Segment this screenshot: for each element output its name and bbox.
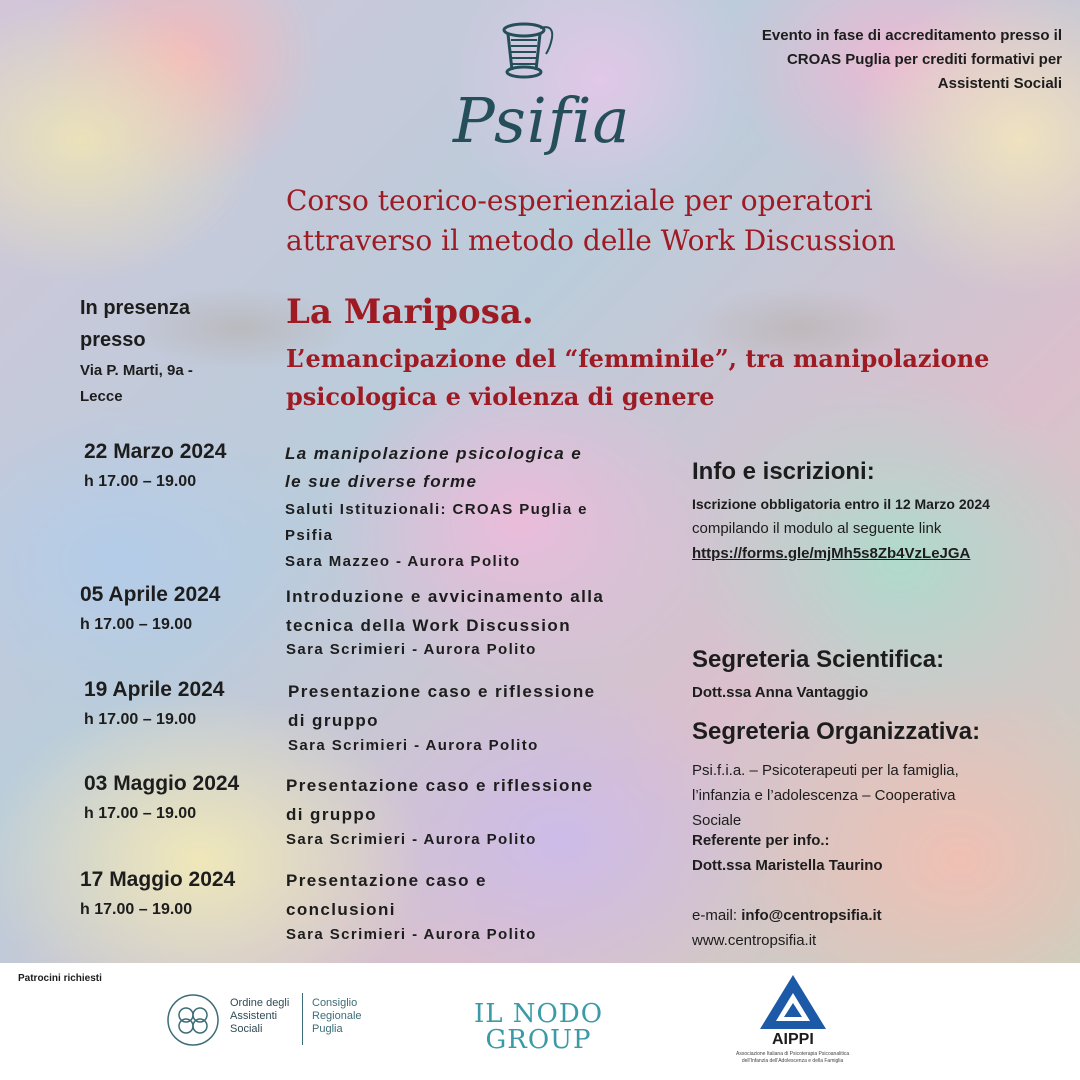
accreditation-note (762, 24, 1062, 96)
venue-address-line: Lecce (80, 388, 123, 405)
patronage-label: Patrocini richiesti (18, 973, 102, 984)
session-time: h 17.00 – 19.00 (80, 616, 193, 633)
course-title (286, 181, 896, 261)
info-heading: Info e iscrizioni: (692, 458, 875, 485)
aippi-fine-print (736, 1051, 849, 1065)
session-time: h 17.00 – 19.00 (84, 711, 197, 728)
consiglio-line: Regionale (312, 1010, 362, 1022)
session-topic (286, 866, 487, 924)
session-date: 22 Marzo 2024 (84, 440, 227, 463)
course-title-line: attraverso il metodo delle Work Discussion (286, 224, 896, 257)
session-speakers: Sara Scrimieri - Aurora Polito (288, 737, 539, 754)
organizational-org-line: Sociale (692, 812, 742, 829)
session-topic-line: Introduzione e avvicinamento alla (286, 587, 605, 606)
spool-icon (490, 18, 560, 84)
venue-label (80, 292, 190, 356)
ordine-line: Sociali (230, 1023, 263, 1035)
session-speakers: Sara Mazzeo - Aurora Polito (285, 553, 521, 570)
venue-label-line: presso (80, 329, 146, 351)
session-date: 03 Maggio 2024 (84, 772, 240, 795)
session-details (285, 497, 588, 575)
session-topic-line: conclusioni (286, 900, 396, 919)
registration-deadline: Iscrizione obbligatoria entro il 12 Marzo 2024 (692, 496, 990, 512)
ordine-text (230, 997, 289, 1036)
event-subtitle-line: psicologica e violenza di genere (286, 382, 715, 411)
aippi-logo-icon (758, 973, 828, 1031)
session-date: 05 Aprile 2024 (80, 583, 221, 606)
organizational-org-line: Psi.f.i.a. – Psicoterapeuti per la famiglia, (692, 762, 959, 779)
nodo-line: IL NODO (474, 999, 604, 1029)
session-topic-line: tecnica della Work Discussion (286, 616, 571, 635)
ordine-assistenti-logo-icon (166, 993, 220, 1047)
session-topic-line: Presentazione caso e riflessione (286, 776, 594, 795)
aippi-fine-line: dell'Infanzia dell'Adolescenza e della Famiglia (741, 1058, 844, 1064)
venue-address-line: Via P. Marti, 9a - (80, 362, 193, 379)
accreditation-line: Assistenti Sociali (937, 75, 1062, 92)
session-speakers: Sara Scrimieri - Aurora Polito (286, 831, 537, 848)
session-topic (288, 677, 595, 735)
registration-instruction: compilando il modulo al seguente link (692, 520, 942, 537)
session-time: h 17.00 – 19.00 (80, 901, 193, 918)
aippi-fine-line: Associazione Italiana di Psicoterapia Psicoanalitica (736, 1051, 850, 1057)
session-detail-line: Saluti Istituzionali: CROAS Puglia e (285, 501, 588, 518)
venue-label-line: In presenza (80, 297, 191, 319)
consiglio-text (312, 997, 362, 1036)
email-label: e-mail: (692, 907, 742, 924)
session-topic (286, 771, 593, 829)
organizational-heading: Segreteria Organizzativa: (692, 718, 981, 745)
website-link[interactable]: www.centropsifia.it (692, 932, 817, 949)
referent-label: Referente per info.: (692, 832, 830, 849)
session-topic (286, 582, 604, 640)
email-line (692, 907, 882, 924)
organizational-org (692, 758, 959, 833)
session-speakers: Sara Scrimieri - Aurora Polito (286, 926, 537, 943)
consiglio-line: Consiglio (312, 997, 358, 1009)
accreditation-line: CROAS Puglia per crediti formativi per (786, 51, 1062, 68)
psifia-logo-text: Psifia (453, 84, 631, 157)
session-speakers: Sara Scrimieri - Aurora Polito (286, 641, 537, 658)
event-title: La Mariposa. (286, 292, 534, 332)
il-nodo-group-logo (474, 1001, 603, 1053)
aippi-name: AIPPI (772, 1031, 814, 1048)
footer (0, 963, 1080, 1080)
session-time: h 17.00 – 19.00 (84, 473, 197, 490)
session-topic-line: le sue diverse forme (285, 472, 478, 491)
ordine-line: Ordine degli (230, 997, 290, 1009)
session-date: 17 Maggio 2024 (80, 868, 236, 891)
nodo-line: GROUP (485, 1025, 592, 1055)
registration-link[interactable]: https://forms.gle/mjMh5s8Zb4VzLeJGA (692, 545, 971, 562)
session-topic-line: Presentazione caso e riflessione (288, 682, 596, 701)
logo-divider (302, 993, 303, 1045)
session-date: 19 Aprile 2024 (84, 678, 225, 701)
session-topic-line: di gruppo (286, 805, 377, 824)
scientific-heading: Segreteria Scientifica: (692, 646, 945, 673)
session-topic-line: Presentazione caso e (286, 871, 487, 890)
scientific-name: Dott.ssa Anna Vantaggio (692, 684, 869, 701)
event-subtitle (286, 340, 989, 416)
email-address[interactable]: info@centropsifia.it (741, 907, 882, 924)
session-detail-line: Psifia (285, 527, 334, 544)
event-subtitle-line: L’emancipazione del “femminile”, tra manipolazione (286, 344, 990, 373)
organizational-org-line: l’infanzia e l’adolescenza – Cooperativa (692, 787, 956, 804)
referent-name: Dott.ssa Maristella Taurino (692, 857, 883, 874)
ordine-line: Assistenti (230, 1010, 278, 1022)
course-title-line: Corso teorico-esperienziale per operatori (286, 184, 873, 217)
accreditation-line: Evento in fase di accreditamento presso il (761, 27, 1062, 44)
session-time: h 17.00 – 19.00 (84, 805, 197, 822)
venue-address (80, 358, 193, 410)
session-topic (285, 440, 582, 496)
session-topic-line: di gruppo (288, 711, 379, 730)
session-topic-line: La manipolazione psicologica e (285, 444, 583, 463)
consiglio-line: Puglia (312, 1023, 343, 1035)
